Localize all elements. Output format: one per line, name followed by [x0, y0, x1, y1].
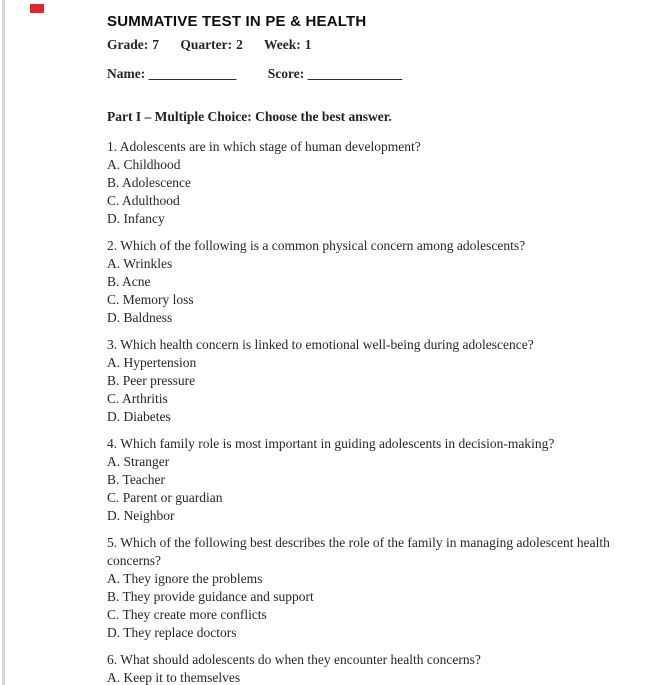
question-text: 4. Which family role is most important in guiding adolescents in decision-making? [107, 436, 555, 451]
option-a: A. Stranger [107, 454, 170, 469]
question-block-6 [107, 651, 639, 685]
option-d: D. Infancy [107, 211, 165, 226]
quarter-label: Quarter: [180, 37, 233, 52]
red-logo-fragment [30, 4, 44, 13]
option-a: A. Childhood [107, 157, 181, 172]
option-a: A. They ignore the problems [107, 571, 263, 586]
option-a: A. Keep it to themselves [107, 670, 241, 685]
question-block-5 [107, 534, 639, 642]
option-c: C. Memory loss [107, 292, 194, 307]
question-text: 5. Which of the following best describes the role of the family in managing adolescent health concerns? [107, 535, 610, 568]
week-label: Week: [264, 37, 301, 52]
page-title: SUMMATIVE TEST IN PE & HEALTH [107, 13, 367, 30]
option-a: A. Hypertension [107, 355, 197, 370]
name-label: Name: [107, 66, 146, 81]
page-edge-line [2, 0, 5, 685]
document-content [107, 0, 639, 685]
question-text: 2. Which of the following is a common physical concern among adolescents? [107, 238, 526, 253]
quarter-value: 2 [236, 37, 243, 52]
question-text: 3. Which health concern is linked to emotional well-being during adolescence? [107, 337, 534, 352]
option-d: D. Diabetes [107, 409, 171, 424]
score-blank-line: ______________ [307, 66, 403, 81]
grade-field [107, 37, 159, 52]
question-block-3 [107, 336, 639, 426]
question-block-4 [107, 435, 639, 525]
question-block-1 [107, 138, 639, 228]
option-d: D. Baldness [107, 310, 173, 325]
option-b: B. Acne [107, 274, 151, 289]
option-b: B. They provide guidance and support [107, 589, 314, 604]
option-b: B. Adolescence [107, 175, 191, 190]
week-field [264, 37, 312, 52]
option-c: C. Adulthood [107, 193, 180, 208]
part1-heading: Part I – Multiple Choice: Choose the best answer. [107, 109, 392, 124]
quarter-field [180, 37, 242, 52]
option-c: C. They create more conflicts [107, 607, 267, 622]
score-label: Score: [267, 66, 305, 81]
option-d: D. Neighbor [107, 508, 175, 523]
option-c: C. Arthritis [107, 391, 168, 406]
grade-label: Grade: [107, 37, 149, 52]
option-a: A. Wrinkles [107, 256, 173, 271]
option-b: B. Teacher [107, 472, 166, 487]
option-c: C. Parent or guardian [107, 490, 223, 505]
question-block-2 [107, 237, 639, 327]
option-d: D. They replace doctors [107, 625, 237, 640]
question-text: 6. What should adolescents do when they encounter health concerns? [107, 652, 481, 667]
question-text: 1. Adolescents are in which stage of human development? [107, 139, 421, 154]
grade-value: 7 [152, 37, 159, 52]
grade-quarter-week-line [107, 36, 639, 54]
name-score-line [107, 65, 639, 83]
week-value: 1 [304, 37, 312, 52]
name-blank-line: _____________ [148, 66, 237, 81]
option-b: B. Peer pressure [107, 373, 196, 388]
